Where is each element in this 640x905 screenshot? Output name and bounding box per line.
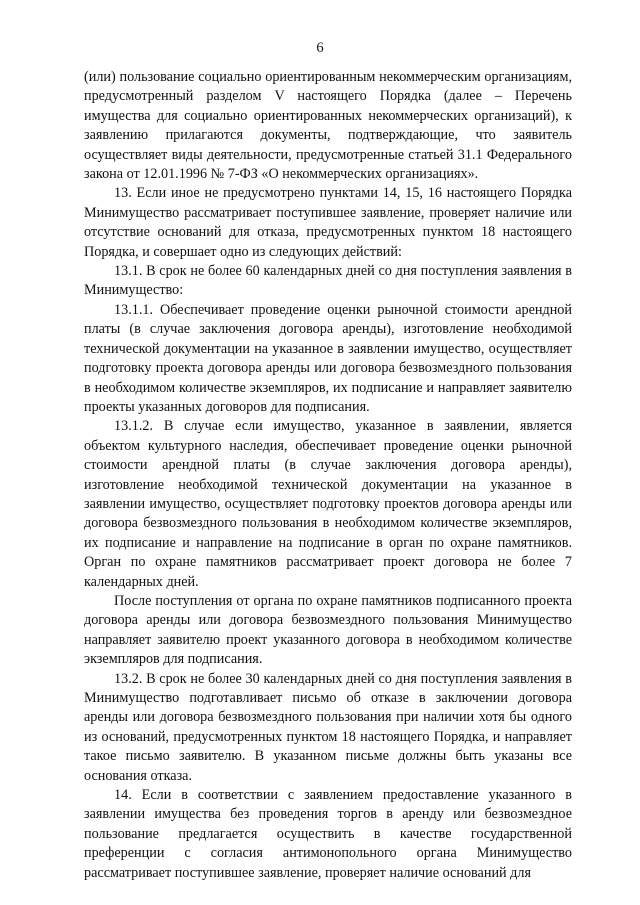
paragraph-13-1: 13.1. В срок не более 60 календарных дней со дня поступления заявления в Минимущество: [84,263,572,299]
paragraph-continuation: (или) пользование социально ориентированным некоммерческим организациям, предусмотренный разделом V настоящего Порядка (далее – Перечень имущества для социально ориентированных некоммерческих организаций), к заявлению прилагаются документы, подтверждающие, что заявитель осуществляет виды деятельности, предусмотренные статьей 31.1 Федерального закона от 12.01.1996 № 7-ФЗ «О некоммерческих организациях». [84,69,572,183]
paragraph-after-approval: После поступления от органа по охране памятников подписанного проекта договора аренды или договора безвозмездного пользования Минимущество направляет заявителю проект указанного договора в необходимом количестве экземпляров для подписания. [84,592,572,668]
paragraph-13-1-2: 13.1.2. В случае если имущество, указанное в заявлении, является объектом культурного наследия, обеспечивает проведение оценки рыночной стоимости арендной платы (в случае заключения договора аренды), изготовление необходимой технической документации на указанное в заявлении имущество, осуществляет подготовку проектов договора аренды или договора безвозмездного пользования в необходимом количестве экземпляров, их подписание и направление на подписание в орган по охране памятников. Орган по охране памятников рассматривает проект договора не более 7 календарных дней. [84,418,572,590]
document-body [84,68,572,883]
paragraph-14: 14. Если в соответствии с заявлением предоставление указанного в заявлении имущества без проведения торгов в аренду или безвозмездное пользование предлагается осуществить в качестве государственной преференции с согласия антимонопольного органа Минимущество рассматривает поступившее заявление, проверяет наличие оснований для [84,787,572,881]
paragraph-13-1-1: 13.1.1. Обеспечивает проведение оценки рыночной стоимости арендной платы (в случае заключения договора аренды), изготовление необходимой технической документации на указанное в заявлении имущество, осуществляет подготовку проекта договора аренды или договора безвозмездного пользования в необходимом количестве экземпляров, их подписание и направляет заявителю проекты указанных договоров для подписания. [84,301,572,415]
paragraph-13-2: 13.2. В срок не более 30 календарных дней со дня поступления заявления в Минимущество подготавливает письмо об отказе в заключении договора аренды или договора безвозмездного пользования при наличии хотя бы одного из оснований, предусмотренных пунктом 18 настоящего Порядка, и направляет такое письмо заявителю. В указанном письме должны быть указаны все основания отказа. [84,670,572,784]
paragraph-13: 13. Если иное не предусмотрено пунктами 14, 15, 16 настоящего Порядка Минимущество рассматривает поступившее заявление, проверяет наличие или отсутствие оснований для отказа, предусмотренных пунктом 18 настоящего Порядка, и совершает одно из следующих действий: [84,185,572,260]
page-number: 6 [316,40,324,56]
